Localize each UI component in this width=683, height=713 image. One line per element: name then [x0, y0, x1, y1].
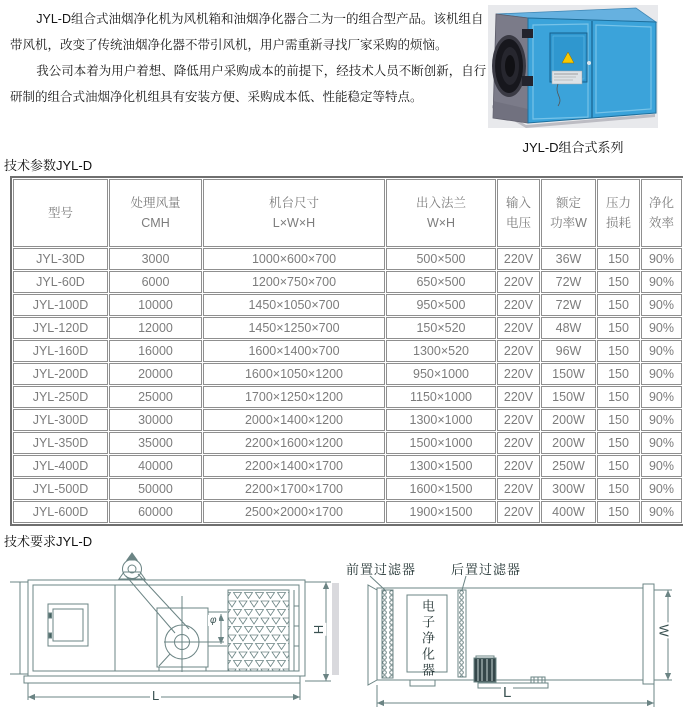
table-cell: 220V — [497, 409, 540, 431]
table-cell: 96W — [541, 340, 596, 362]
table-cell: 200W — [541, 409, 596, 431]
spec-table — [10, 176, 683, 526]
table-cell: 2200×1400×1700 — [203, 455, 385, 477]
table-cell: 220V — [497, 386, 540, 408]
table-cell: JYL-500D — [13, 478, 108, 500]
intro-paragraph-2: 我公司本着为用户着想、降低用户采购成本的前提下，经技术人员不断创新，自行研制的组合式油烟净化机组具有安装方便、采购成本低、性能稳定等特点。 — [10, 64, 487, 104]
rear-filter-label: 后置过滤器 — [451, 562, 522, 577]
table-cell: 220V — [497, 455, 540, 477]
table-cell: 1150×1000 — [386, 386, 496, 408]
fan-inlet — [492, 35, 526, 97]
hinge — [522, 76, 533, 86]
table-cell: 1450×1050×700 — [203, 294, 385, 316]
table-cell: 90% — [641, 340, 682, 362]
inlet-flange — [368, 585, 377, 685]
table-cell: 1200×750×700 — [203, 271, 385, 293]
table-cell: 10000 — [109, 294, 202, 316]
table-cell: 1600×1500 — [386, 478, 496, 500]
table-row — [13, 363, 682, 385]
table-cell: JYL-300D — [13, 409, 108, 431]
table-cell: 220V — [497, 363, 540, 385]
table-cell: 72W — [541, 271, 596, 293]
table-row — [13, 248, 682, 270]
column-header: 净化 效率 — [641, 179, 682, 247]
column-header: 额定 功率W — [541, 179, 596, 247]
width-dimension-label: W — [656, 624, 672, 637]
table-cell: 90% — [641, 271, 682, 293]
product-figure — [488, 5, 658, 156]
table-cell: 950×500 — [386, 294, 496, 316]
column-header: 机台尺寸 L×W×H — [203, 179, 385, 247]
table-cell: JYL-120D — [13, 317, 108, 339]
table-row — [13, 455, 682, 477]
intro-paragraph-1: JYL-D组合式油烟净化机为风机箱和油烟净化器合二为一的组合型产品。该机组自带风机，改变了传统油烟净化器不带引风机，用户需重新寻找厂家采购的烦恼。 — [10, 12, 484, 52]
table-cell: 3000 — [109, 248, 202, 270]
table-cell: 1450×1250×700 — [203, 317, 385, 339]
casing-outline — [377, 588, 643, 680]
column-header: 压力 损耗 — [597, 179, 640, 247]
table-cell: 150 — [597, 455, 640, 477]
table-cell: 90% — [641, 455, 682, 477]
table-cell: 90% — [641, 294, 682, 316]
electronic-purifier-label: 电子净化器 — [420, 599, 435, 679]
rear-filter — [458, 590, 466, 677]
motor — [119, 553, 145, 579]
front-filter-label: 前置过滤器 — [346, 562, 417, 577]
door-handle — [587, 61, 591, 65]
front-filter — [382, 590, 393, 678]
table-cell: 90% — [641, 248, 682, 270]
table-row — [13, 409, 682, 431]
spec-table-body — [13, 248, 682, 523]
table-cell: 220V — [497, 478, 540, 500]
table-cell: 25000 — [109, 386, 202, 408]
table-cell: 950×1000 — [386, 363, 496, 385]
table-cell: 6000 — [109, 271, 202, 293]
table-cell: 36W — [541, 248, 596, 270]
base-frame — [24, 676, 300, 683]
table-cell: 150W — [541, 386, 596, 408]
side-view-diagram — [6, 548, 338, 712]
table-cell: 150 — [597, 340, 640, 362]
table-cell: 220V — [497, 248, 540, 270]
table-cell: 90% — [641, 409, 682, 431]
table-cell: 220V — [497, 317, 540, 339]
table-cell: 90% — [641, 317, 682, 339]
table-cell: JYL-350D — [13, 432, 108, 454]
table-row — [13, 340, 682, 362]
table-cell: JYL-60D — [13, 271, 108, 293]
table-row — [13, 294, 682, 316]
product-photo — [488, 5, 658, 128]
table-cell: JYL-600D — [13, 501, 108, 523]
fan — [157, 596, 224, 672]
table-cell: 300W — [541, 478, 596, 500]
table-cell: 1300×1000 — [386, 409, 496, 431]
table-cell: 2200×1700×1700 — [203, 478, 385, 500]
table-cell: 1600×1400×700 — [203, 340, 385, 362]
requirements-section-title: 技术要求JYL-D — [4, 534, 93, 549]
table-cell: 150 — [597, 363, 640, 385]
table-cell: 1300×1500 — [386, 455, 496, 477]
table-row — [13, 271, 682, 293]
table-cell: 1300×520 — [386, 340, 496, 362]
outlet-flange — [643, 584, 654, 684]
table-cell: JYL-30D — [13, 248, 108, 270]
column-header: 处理风量 CMH — [109, 179, 202, 247]
table-cell: JYL-250D — [13, 386, 108, 408]
top-length-dimension-label: L — [503, 684, 512, 701]
table-cell: 150 — [597, 432, 640, 454]
table-cell: 60000 — [109, 501, 202, 523]
intro-text — [10, 6, 488, 110]
table-cell: 48W — [541, 317, 596, 339]
table-cell: 1900×1500 — [386, 501, 496, 523]
table-row — [13, 501, 682, 523]
table-cell: 250W — [541, 455, 596, 477]
table-cell: 50000 — [109, 478, 202, 500]
table-cell: 220V — [497, 340, 540, 362]
access-door — [48, 604, 88, 646]
spec-table-head-row — [13, 179, 682, 247]
table-cell: 220V — [497, 294, 540, 316]
table-cell: 1700×1250×1200 — [203, 386, 385, 408]
table-cell: 150 — [597, 501, 640, 523]
table-cell: 90% — [641, 363, 682, 385]
column-header: 出入法兰 W×H — [386, 179, 496, 247]
table-cell: 40000 — [109, 455, 202, 477]
table-cell: 150×520 — [386, 317, 496, 339]
side-length-dimension-label: L — [152, 688, 160, 703]
table-cell: 220V — [497, 432, 540, 454]
motor — [474, 656, 496, 682]
table-cell: 400W — [541, 501, 596, 523]
table-cell: 150 — [597, 271, 640, 293]
table-cell: 90% — [641, 501, 682, 523]
table-cell: 500×500 — [386, 248, 496, 270]
table-cell: 150 — [597, 317, 640, 339]
table-cell: 150 — [597, 409, 640, 431]
table-cell: JYL-400D — [13, 455, 108, 477]
table-cell: 150 — [597, 478, 640, 500]
column-header: 型号 — [13, 179, 108, 247]
phi-symbol: φ — [210, 615, 217, 626]
table-cell: JYL-160D — [13, 340, 108, 362]
product-caption: JYL-D组合式系列 — [522, 140, 624, 155]
table-row — [13, 386, 682, 408]
label-sticker — [552, 71, 582, 84]
table-cell: 1000×600×700 — [203, 248, 385, 270]
table-row — [13, 432, 682, 454]
table-cell: 12000 — [109, 317, 202, 339]
table-cell: 20000 — [109, 363, 202, 385]
table-cell: 16000 — [109, 340, 202, 362]
table-cell: 1500×1000 — [386, 432, 496, 454]
table-cell: 30000 — [109, 409, 202, 431]
table-cell: 150 — [597, 386, 640, 408]
table-cell: 2200×1600×1200 — [203, 432, 385, 454]
height-dimension-label: H — [311, 624, 327, 635]
table-cell: 220V — [497, 501, 540, 523]
table-cell: 1600×1050×1200 — [203, 363, 385, 385]
table-row — [13, 317, 682, 339]
column-header: 输入 电压 — [497, 179, 540, 247]
table-cell: 72W — [541, 294, 596, 316]
table-cell: 35000 — [109, 432, 202, 454]
table-cell: 150 — [597, 248, 640, 270]
table-cell: 2500×2000×1700 — [203, 501, 385, 523]
table-cell: JYL-200D — [13, 363, 108, 385]
table-cell: 150W — [541, 363, 596, 385]
table-cell: 90% — [641, 432, 682, 454]
table-cell: 220V — [497, 271, 540, 293]
mesh-filter-panel — [228, 590, 289, 671]
hinge — [522, 29, 533, 38]
table-cell: 90% — [641, 478, 682, 500]
table-cell: 150 — [597, 294, 640, 316]
table-cell: 650×500 — [386, 271, 496, 293]
table-cell: JYL-100D — [13, 294, 108, 316]
params-section-title: 技术参数JYL-D — [4, 158, 93, 173]
table-cell: 200W — [541, 432, 596, 454]
table-cell: 90% — [641, 386, 682, 408]
table-row — [13, 478, 682, 500]
table-cell: 2000×1400×1200 — [203, 409, 385, 431]
